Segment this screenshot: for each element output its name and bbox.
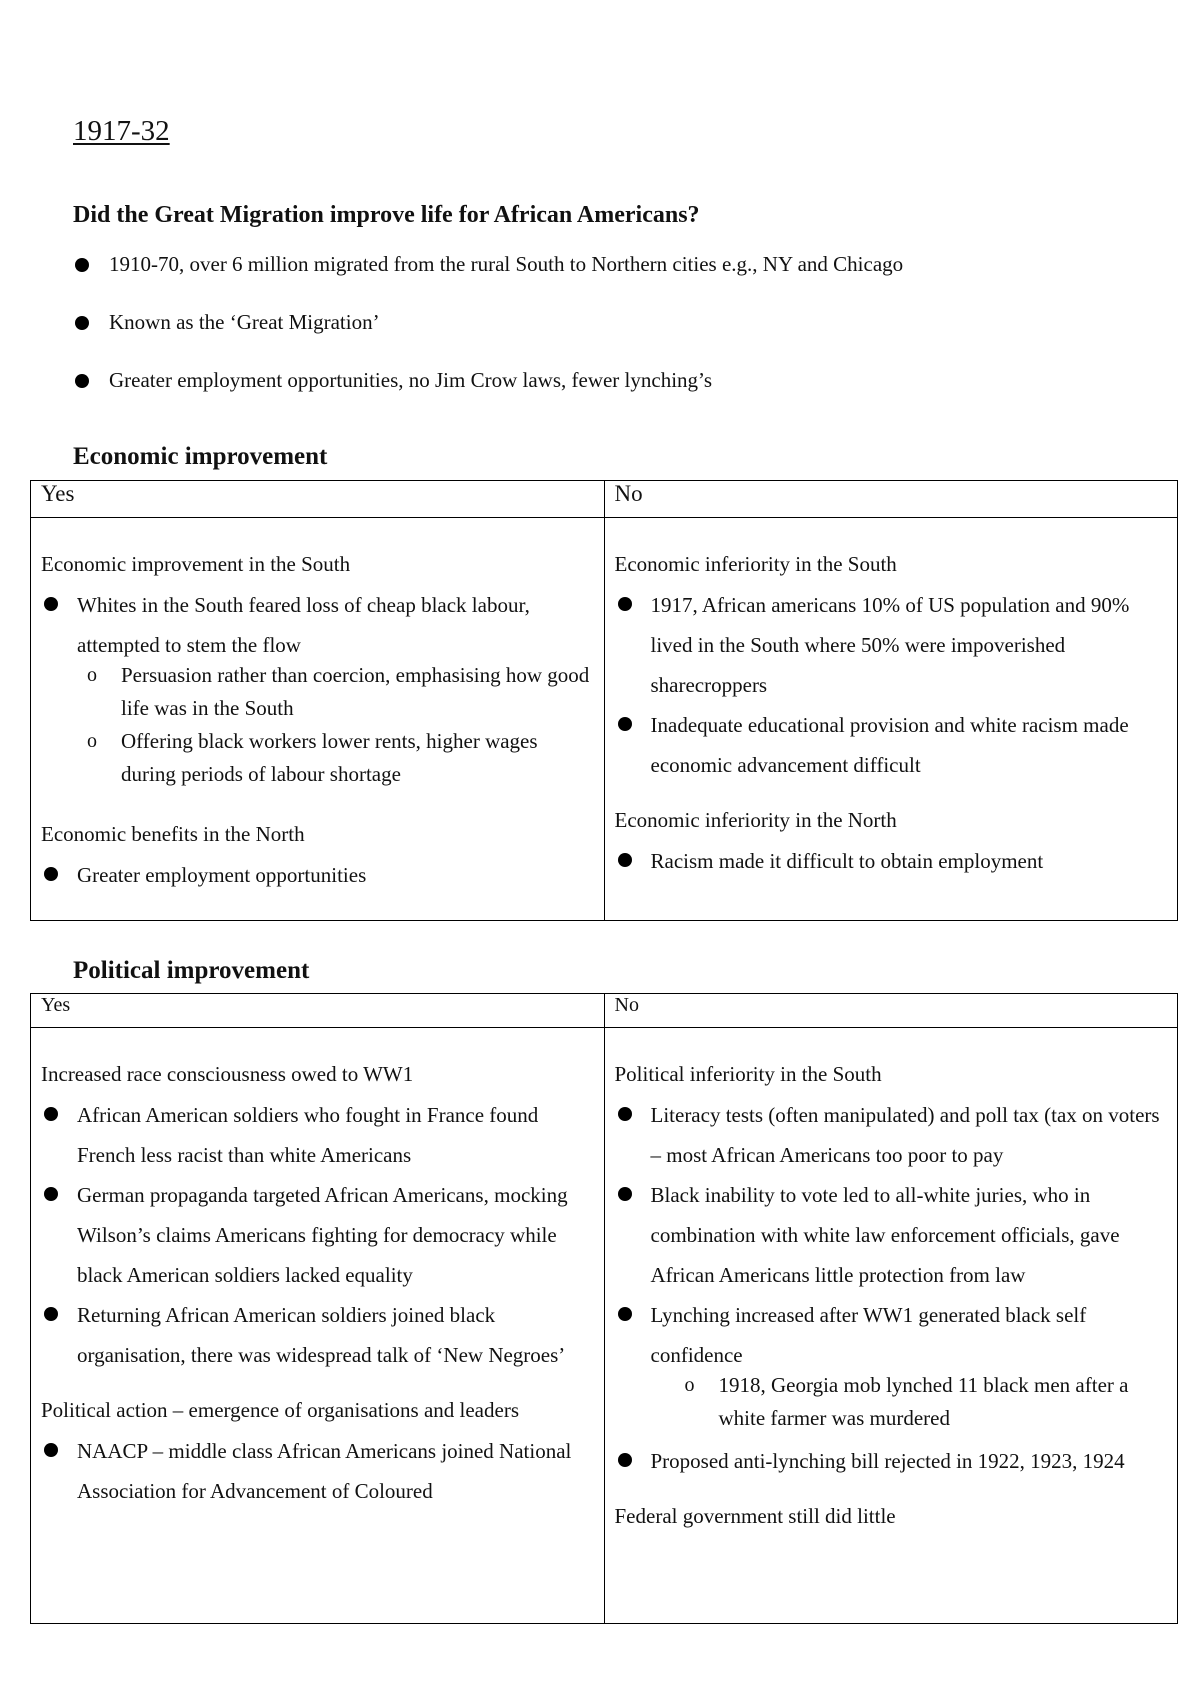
bullet-icon: [44, 1107, 58, 1121]
subheading: Federal government still did little: [614, 1504, 896, 1528]
political-yes-header: Yes: [31, 994, 605, 1028]
list-item: Black inability to vote led to all-white juries, who in combination with white law enforcement officials, gave African Americans little protection from law: [615, 1175, 1168, 1295]
list-item: Greater employment opportunities, no Jim Crow laws, fewer lynching’s: [73, 366, 903, 424]
intro-list: [73, 250, 903, 424]
list-item: African American soldiers who fought in France found French less racist than white Americans: [41, 1095, 594, 1175]
bullet-icon: [44, 1187, 58, 1201]
bullet-icon: [44, 867, 58, 881]
subheading: Economic improvement in the South: [41, 552, 351, 576]
economic-yes-cell: [31, 518, 605, 921]
political-yes-cell: [31, 1028, 605, 1624]
bullet-icon: [44, 597, 58, 611]
list-item: Literacy tests (often manipulated) and poll tax (tax on voters – most African Americans too poor to pay: [615, 1095, 1168, 1175]
list-item: Returning African American soldiers joined black organisation, there was widespread talk of ‘New Negroes’: [41, 1295, 594, 1375]
list-item: 1917, African americans 10% of US population and 90% lived in the South where 50% were impoverished sharecroppers: [615, 585, 1168, 705]
list-item: Proposed anti-lynching bill rejected in 1922, 1923, 1924: [615, 1441, 1168, 1481]
subheading: Increased race consciousness owed to WW1: [41, 1062, 414, 1086]
list-item: Inadequate educational provision and white racism made economic advancement difficult: [615, 705, 1168, 785]
bullet-icon: [618, 1187, 632, 1201]
economic-no-cell: [604, 518, 1178, 921]
list-item: 1910-70, over 6 million migrated from the rural South to Northern cities e.g., NY and Chicago: [73, 250, 903, 308]
list-item: German propaganda targeted African Americans, mocking Wilson’s claims Americans fighting for democracy while black American soldiers lacked equality: [41, 1175, 594, 1295]
circle-bullet-icon: o: [684, 1374, 695, 1396]
list-item: o 1918, Georgia mob lynched 11 black men after a white farmer was murdered: [685, 1369, 1168, 1435]
bullet-icon: [618, 717, 632, 731]
list-item: Lynching increased after WW1 generated black self confidence: [615, 1295, 1168, 1375]
subheading: Political action – emergence of organisations and leaders: [41, 1398, 519, 1422]
bullet-icon: [44, 1307, 58, 1321]
bullet-icon: [618, 597, 632, 611]
list-item: o Persuasion rather than coercion, emphasising how good life was in the South: [87, 659, 594, 725]
economic-yes-header: Yes: [31, 481, 605, 518]
bullet-icon: [618, 1453, 632, 1467]
economic-table: [30, 480, 1178, 921]
political-no-header: No: [604, 994, 1178, 1028]
economic-no-header: No: [604, 481, 1178, 518]
page-title: 1917-32: [73, 115, 170, 147]
subheading: Economic inferiority in the North: [614, 808, 897, 832]
list-item: o Offering black workers lower rents, higher wages during periods of labour shortage: [87, 725, 594, 791]
circle-bullet-icon: o: [87, 664, 97, 686]
list-item: Known as the ‘Great Migration’: [73, 308, 903, 366]
list-item: Whites in the South feared loss of cheap black labour, attempted to stem the flow: [41, 585, 594, 665]
subheading: Economic inferiority in the South: [614, 552, 897, 576]
bullet-icon: [75, 374, 89, 388]
bullet-icon: [75, 258, 89, 272]
political-table: [30, 993, 1178, 1624]
subheading: Political inferiority in the South: [614, 1062, 882, 1086]
list-item: Greater employment opportunities: [41, 855, 594, 895]
bullet-icon: [618, 853, 632, 867]
question-heading: Did the Great Migration improve life for African Americans?: [73, 202, 700, 228]
bullet-icon: [44, 1443, 58, 1457]
bullet-icon: [75, 316, 89, 330]
bullet-icon: [618, 1107, 632, 1121]
circle-bullet-icon: o: [87, 730, 97, 752]
list-item: NAACP – middle class African Americans joined National Association for Advancement of Coloured: [41, 1431, 594, 1511]
bullet-icon: [618, 1307, 632, 1321]
list-item: Racism made it difficult to obtain employment: [615, 841, 1168, 881]
subheading: Economic benefits in the North: [41, 822, 305, 846]
political-heading: Political improvement: [73, 957, 310, 984]
economic-heading: Economic improvement: [73, 443, 328, 470]
political-no-cell: [604, 1028, 1178, 1624]
